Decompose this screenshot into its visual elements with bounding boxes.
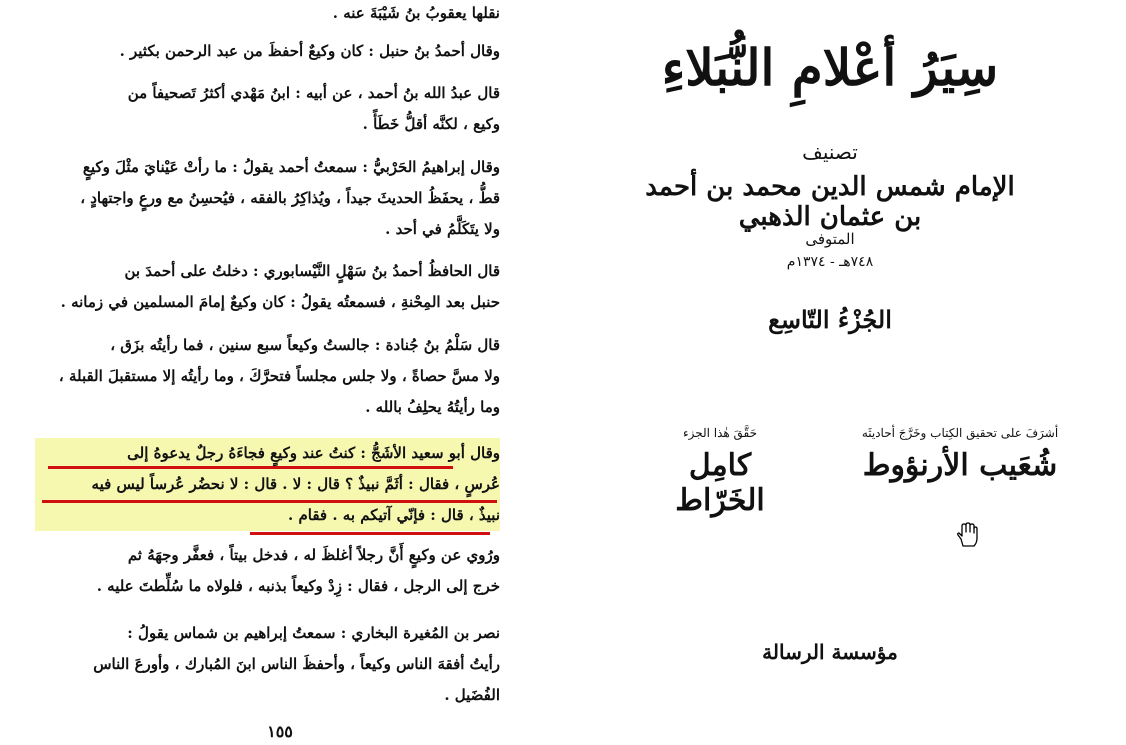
supervisor-name: شُعَيب الأرنؤوط	[862, 448, 1058, 483]
text-line: ورُوي عن وكيعٍ أَنَّ رجلاً أغلظَ له ، فدخل بيتاً ، فعفَّر وجهَهُ ثم	[127, 546, 500, 564]
publisher-name: مؤسسة الرسالة	[762, 640, 898, 664]
text-line: قال الحافظُ أحمدُ بنُ سَهْلٍ النَّيْسابوري : دخلتُ على أحمدَ بن	[124, 262, 500, 280]
paragraph-5	[35, 256, 500, 318]
supervisor-caption: أشرَفَ على تحقيق الكِتاب وخَرَّجَ أحاديثَه	[861, 426, 1059, 440]
text-line: نبيذٌ ، قال : فإنّي آتيكم به . فقام .	[35, 500, 500, 531]
paragraph-3	[35, 78, 500, 140]
text-line: قال عبدُ الله بنُ أحمد ، عن أبيه : ابنُ مَهْدي أكثرُ تَصحيفاً من	[127, 84, 500, 102]
text-line: نقلها يعقوبُ بنُ شَيْبَةَ عنه .	[332, 4, 500, 22]
text-line: وقال أبو سعيد الأشَجُّ : كنتُ عند وكيعٍ فجاءَهُ رجلٌ يدعوهُ إلى	[35, 438, 500, 469]
text-line: رأيتُ أفقهَ الناس وكيعاً ، وأحفظَ الناس ابنَ المُبارك ، وأورعَ الناس	[93, 655, 500, 673]
authored-by-label: تصنيف	[802, 140, 858, 164]
paragraph-6	[35, 330, 500, 423]
highlighted-paragraph	[35, 438, 500, 531]
title-page	[540, 0, 1126, 745]
text-line: عُرسٍ ، فقال : أثَمَّ نبيذٌ ؟ قال : لا . قال : لا نحضُر عُرساً ليس فيه	[35, 469, 500, 500]
text-line: ولا يتَكَلَّمُ في أحد .	[385, 220, 500, 238]
paragraph-8	[35, 540, 500, 602]
paragraph-9	[35, 618, 500, 711]
paragraph-2	[35, 36, 500, 67]
paragraph-4	[35, 152, 500, 245]
book-title: سِيَرُ أعْلامِ النُّبَلاءِ	[661, 38, 999, 97]
text-line: قال سَلْمُ بنُ جُنادة : جالستُ وكيعاً سبع سنين ، فما رأيتُه بزَق ،	[110, 336, 500, 354]
text-line: نصر بن المُغيرة البخاري : سمعتُ إبراهيم بن شماس يقولُ :	[127, 624, 500, 642]
text-line: وكيع ، لكنَّه أقلُّ خَطَأً .	[362, 115, 500, 133]
text-line: الفُضَيل .	[444, 686, 500, 704]
died-dates: ٧٤٨هـ - ١٣٧٤م	[786, 254, 874, 270]
text-line: وما رأيتُهُ يحلِفُ بالله .	[365, 398, 500, 416]
author-name: الإمام شمس الدين محمد بن أحمد بن عثمان الذهبي	[645, 172, 1015, 232]
text-line: حنبل بعد المِحْنةِ ، فسمعتُه يقولُ : كان وكيعٌ إمامَ المسلمين في زمانه .	[60, 293, 500, 311]
text-line: وقال أحمدُ بنُ حنبل : كان وكيعٌ أحفظَ من عبد الرحمن بكثير .	[119, 42, 500, 60]
red-underline-2	[42, 500, 497, 503]
paragraph-1	[35, 0, 500, 29]
died-label: المتوفى	[805, 230, 855, 248]
text-line: ولا مسَّ حصاةً ، ولا جلس مجلساً فتحرَّكَ ، وما رأيتُه إلا مستقبلَ القبلة ،	[58, 367, 500, 385]
red-underline-1	[48, 466, 453, 469]
text-line: قطُّ ، يحفَظُ الحديثَ جيداً ، ويُذاكِرُ بالفقه ، فيُحسِنُ مع ورعٍ واجتهادٍ ،	[80, 189, 500, 207]
investigator-caption: حَقَّقَ هٰذا الجزء	[682, 426, 758, 440]
page-number: ١٥٥	[267, 722, 293, 741]
hand-cursor-icon	[955, 522, 979, 548]
text-page	[0, 0, 540, 745]
red-underline-3	[250, 532, 490, 535]
volume-label: الجُزْءُ التّاسِع	[768, 305, 892, 334]
text-line: وقال إبراهيمُ الحَرْبيُّ : سمعتُ أحمد يقولُ : ما رأتْ عَيْنايَ مثْلَ وكيعٍ	[82, 158, 500, 176]
text-line: خرج إلى الرجل ، فقال : زِدْ وكيعاً بذنبه ، فلولاه ما سُلِّطتَ عليه .	[96, 577, 500, 595]
investigator-name: كامِل الخَرّاط	[675, 448, 765, 518]
